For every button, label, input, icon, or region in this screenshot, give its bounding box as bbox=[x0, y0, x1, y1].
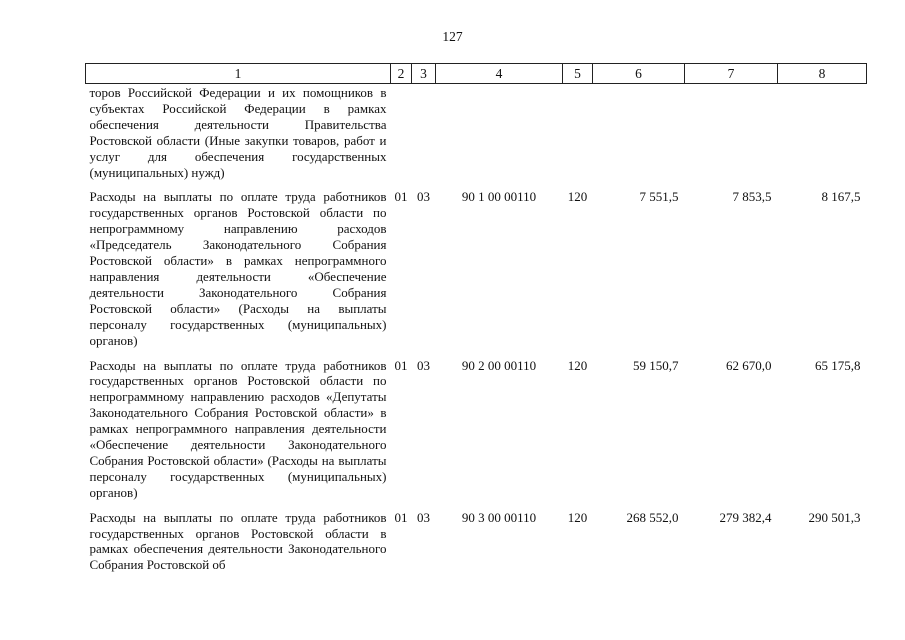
row-expense-type-code: 120 bbox=[567, 357, 588, 373]
row-expense-type-code bbox=[563, 84, 593, 181]
row-target-article-code: 90 1 00 00110 bbox=[461, 189, 537, 205]
row-amount-year-2: 279 382,4 bbox=[719, 509, 772, 525]
table-header bbox=[86, 64, 867, 84]
row-description: Расходы на выплаты по оплате труда работников государственных органов Ростовской области в рамках обеспечения деятельности Законодательного Собрания Ростовской об bbox=[89, 509, 387, 573]
header-col-1: 1 bbox=[86, 64, 391, 84]
page-number: 127 bbox=[442, 29, 463, 44]
table-row bbox=[86, 84, 867, 181]
row-amount-year-1: 268 552,0 bbox=[626, 509, 679, 525]
row-amount-year-1: 7 551,5 bbox=[639, 189, 679, 205]
row-amount-year-1: 59 150,7 bbox=[633, 357, 679, 373]
row-amount-year-3 bbox=[778, 84, 867, 181]
row-subsection-code: 03 bbox=[417, 509, 430, 525]
row-section-code: 01 bbox=[394, 189, 408, 205]
row-description: Расходы на выплаты по оплате труда работников государственных органов Ростовской области по непрограммному направлению расходов «Председатель Законодательного Собрания Ростовской области» в рамках непрограммного направления деятельности «Обеспечение деятельности Законодательного Собрания Ростовской области» (Расходы на выплаты персоналу государственных (муниципальных) органов) bbox=[89, 189, 387, 348]
row-section-code: 01 bbox=[394, 357, 408, 373]
row-target-article-code: 90 3 00 00110 bbox=[461, 509, 537, 525]
row-amount-year-2: 62 670,0 bbox=[726, 357, 772, 373]
table-row bbox=[86, 501, 867, 574]
table-row bbox=[86, 180, 867, 348]
row-expense-type-code: 120 bbox=[567, 189, 588, 205]
header-col-6: 6 bbox=[593, 64, 685, 84]
row-target-article-code: 90 2 00 00110 bbox=[461, 357, 537, 373]
row-section-code: 01 bbox=[394, 509, 408, 525]
table-body bbox=[86, 84, 867, 574]
row-amount-year-3: 65 175,8 bbox=[815, 357, 861, 373]
header-col-8: 8 bbox=[778, 64, 867, 84]
row-subsection-code: 03 bbox=[417, 357, 430, 373]
header-col-2: 2 bbox=[391, 64, 412, 84]
row-expense-type-code: 120 bbox=[567, 509, 588, 525]
row-amount-year-3: 8 167,5 bbox=[821, 189, 861, 205]
header-row bbox=[86, 64, 867, 84]
row-amount-year-1 bbox=[593, 84, 685, 181]
table-row bbox=[86, 349, 867, 501]
row-description: торов Российской Федерации и их помощников в субъектах Российской Федерации в рамках обеспечения деятельности Правительства Ростовской области (Иные закупки товаров, работ и услуг для обеспечения государственных (муниципальных) нужд) bbox=[89, 85, 387, 180]
row-amount-year-3: 290 501,3 bbox=[808, 509, 861, 525]
row-subsection-code: 03 bbox=[417, 189, 430, 205]
row-subsection-code bbox=[412, 84, 436, 181]
row-amount-year-2 bbox=[685, 84, 778, 181]
row-section-code bbox=[391, 84, 412, 181]
header-col-3: 3 bbox=[412, 64, 436, 84]
row-target-article-code bbox=[436, 84, 563, 181]
row-amount-year-2: 7 853,5 bbox=[732, 189, 772, 205]
header-col-4: 4 bbox=[436, 64, 563, 84]
budget-table bbox=[85, 63, 867, 573]
header-col-7: 7 bbox=[685, 64, 778, 84]
header-col-5: 5 bbox=[563, 64, 593, 84]
row-description: Расходы на выплаты по оплате труда работников государственных органов Ростовской области по непрограммному направлению расходов «Депутаты Законодательного Собрания Ростовской области» в рамках непрограммного направления деятельности «Обеспечение деятельности Законодательного Собрания Ростовской области» (Расходы на выплаты персоналу государственных (муниципальных) органов) bbox=[89, 357, 387, 500]
